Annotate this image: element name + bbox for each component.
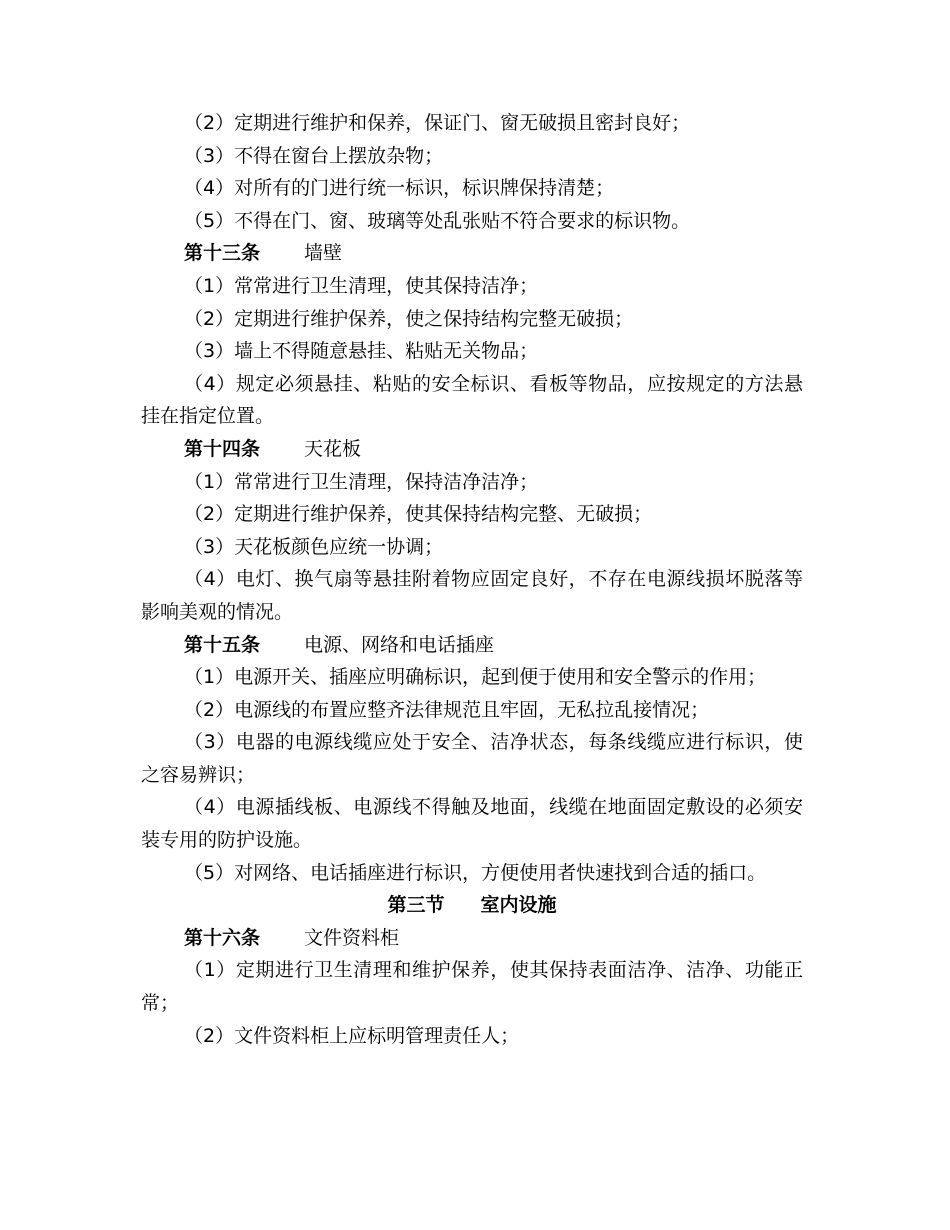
document-body [141, 107, 803, 1052]
clause-power-3: （3）电器的电源线缆应处于安全、洁净状态，每条线缆应进行标识，使之容易辨识； [141, 731, 803, 786]
article-14-title: 天花板 [304, 437, 362, 460]
section-3-name: 室内设施 [480, 894, 557, 917]
clause-cabinet-1: （1）定期进行卫生清理和维护保养，使其保持表面洁净、洁净、功能正常； [141, 959, 803, 1015]
clause-door-4: （4）对所有的门进行统一标识，标识牌保持清楚； [184, 177, 615, 200]
article-13-number: 第十三条 [184, 242, 261, 265]
clause-ceiling-1: （1）常常进行卫生清理，保持洁净洁净； [184, 470, 539, 493]
article-15-heading [141, 629, 803, 662]
clause-wall-2: （2）定期进行维护保养，使之保持结构完整无破损； [184, 307, 634, 330]
clause-power-4: （4）电源插线板、电源线不得触及地面，线缆在地面固定敷设的必须安装专用的防护设施。 [141, 796, 803, 852]
article-14-heading [141, 433, 803, 466]
section-3-label: 第三节 [387, 894, 445, 917]
article-16-heading [141, 922, 803, 955]
clause-door-5: （5）不得在门、窗、玻璃等处乱张贴不符合要求的标识物。 [184, 209, 691, 232]
clause-wall-3: （3）墙上不得随意悬挂、粘贴无关物品； [184, 340, 539, 363]
clause-ceiling-3: （3）天花板颜色应统一协调； [184, 535, 444, 558]
clause-cabinet-2: （2）文件资料柜上应标明管理责任人； [184, 1024, 520, 1047]
clause-ceiling-2: （2）定期进行维护保养，使其保持结构完整、无破损； [184, 503, 653, 526]
clause-power-5: （5）对网络、电话插座进行标识，方便使用者快速找到合适的插口。 [184, 861, 767, 884]
clause-power-2: （2）电源线的布置应整齐法律规范且牢固，无私拉乱接情况； [184, 698, 710, 721]
clause-ceiling-4: （4）电灯、换气扇等悬挂附着物应固定良好，不存在电源线损坏脱落等影响美观的情况。 [141, 568, 803, 623]
article-13-title: 墙壁 [304, 242, 343, 265]
article-16-number: 第十六条 [184, 926, 261, 949]
section-3-title [141, 889, 803, 922]
clause-wall-4: （4）规定必须悬挂、粘贴的安全标识、看板等物品，应按规定的方法悬挂在指定位置。 [141, 372, 803, 428]
clause-wall-1: （1）常常进行卫生清理，使其保持洁净； [184, 274, 539, 297]
article-15-number: 第十五条 [184, 633, 261, 656]
clause-door-3: （3）不得在窗台上摆放杂物； [184, 144, 444, 167]
article-13-heading [141, 237, 803, 270]
clause-door-2: （2）定期进行维护和保养，保证门、窗无破损且密封良好； [184, 112, 691, 134]
clause-power-1: （1）电源开关、插座应明确标识，起到便于使用和安全警示的作用； [184, 666, 767, 689]
article-16-title: 文件资料柜 [304, 926, 400, 949]
article-14-number: 第十四条 [184, 437, 261, 460]
article-15-title: 电源、网络和电话插座 [304, 633, 495, 656]
